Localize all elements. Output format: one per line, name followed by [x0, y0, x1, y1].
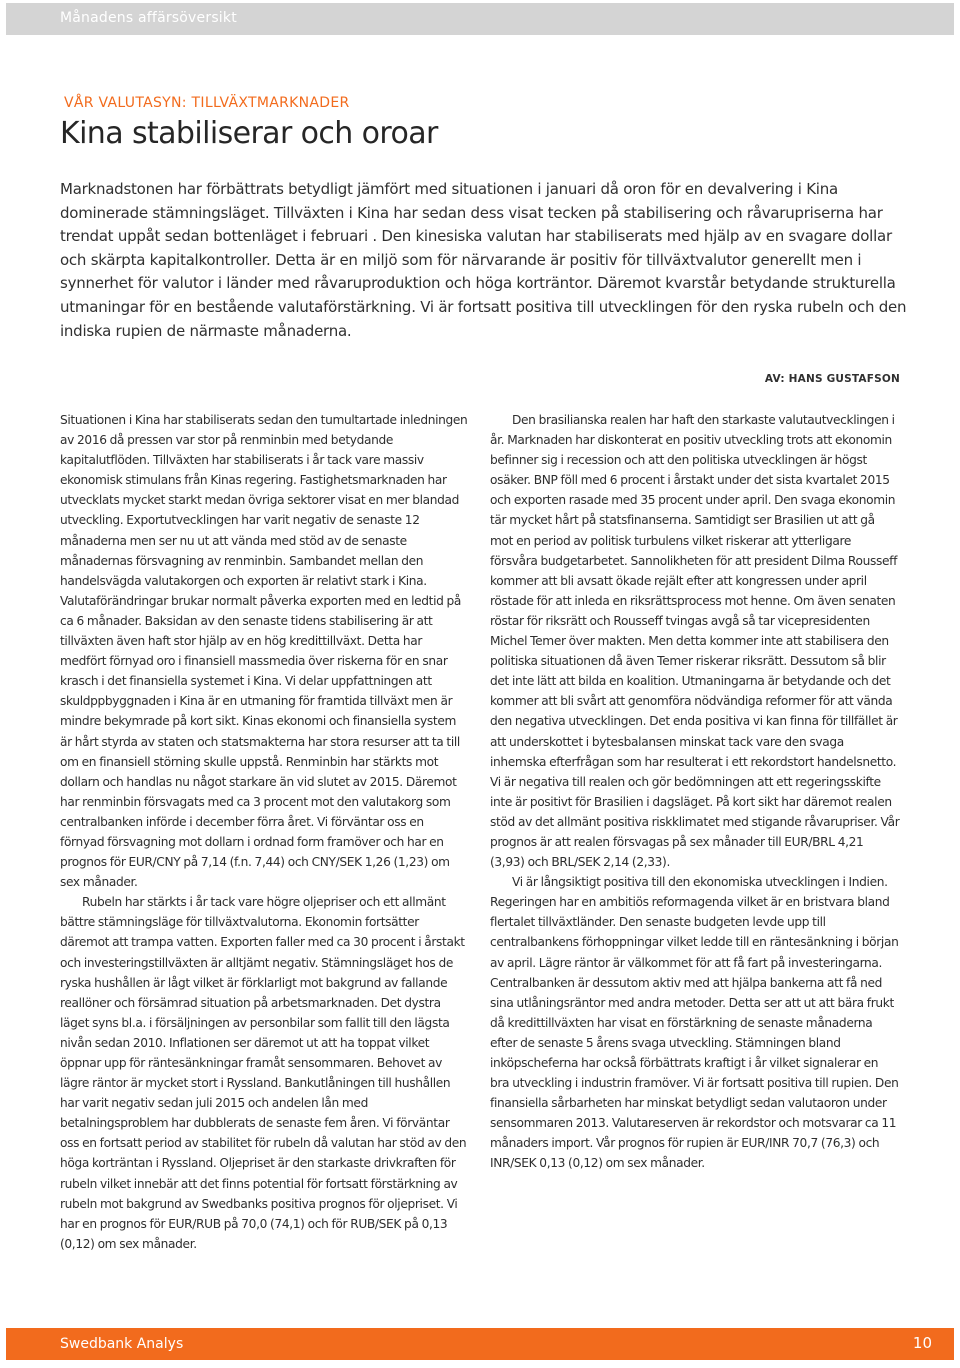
paragraph-india: Vi är långsiktigt positiva till den ekonomiska utvecklingen i Indien. Regeringen har en ambitiös reformagenda vilket är en bristvara bland flertalet tillväxtländer. Den senaste budgeten levde upp till centralbankens förhoppningar vilket ledde till en räntesänkning i början av april. Lägre räntor är välkommet för att få fart på investeringarna. Centralbanken är dessutom aktiv med att hjälpa bankerna att få ned sina utlåningsräntor med andra metoder. Detta ser att ut att bära frukt då kredittillväxten har visat en förstärkning de senaste månaderna efter de senaste 5 årens svaga utveckling. Stämningen bland inköpscheferna har också förbättrats kraftigt i år vilket signalerar en bra utveckling i industrin framöver. Vi är fortsatt positiva till rupien. Den finansiella sårbarheten har minskat betydligt sedan valutaoron under sensommaren 2013. Valutareserven är rekordstor och motsvarar ca 11 månaders import. Vår prognos för rupien är EUR/INR 70,7 (76,3) och INR/SEK 0,13 (0,12) om sex månader. [490, 875, 899, 1171]
article-byline: AV: HANS GUSTAFSON [764, 373, 900, 385]
paragraph-brazil: Den brasilianska realen har haft den starkaste valutautvecklingen i år. Marknaden har diskonterat en positiv utveckling trots att ekonomin befinner sig i recession och att den politiska utvecklingen är högst osäker. BNP föll med 6 procent i årstakt under det sista kvartalet 2015 och exporten rasade med 35 procent under april. Den svaga ekonomin tär mycket hårt på statsfinanserna. Samtidigt ser Brasilien ut att gå mot en period av politisk turbulens vilket riskerar att ytterligare försvåra budgetarbetet. Sannolikheten för att president Dilma Rousseff kommer att bli avsatt ökade rejält efter att kongressen under april röstade för att inleda en riksrättsprocess mot henne. Om även senaten röstar för riksrätt och Rousseff tvingas avgå så tar vicepresidenten Michel Temer över makten. Men detta kommer inte att stabilisera den politiska situationen då även Temer riskerar riksrätt. Dessutom så blir det inte lätt att bilda en koalition. Utmaningarna är betydande och det kommer att bli svårt att genomföra nödvändiga reformer för att vända den negativa utvecklingen. Det enda positiva vi kan finna för tillfället är att underskottet i bytesbalansen minskat tack vare den svaga inhemska efterfrågan som har resulterat i ett rekordstort handelsnetto. Vi är negativa till realen och gör bedömningen att ett regeringsskifte inte är positivt för Brasilien i dagsläget. På kort sikt har däremot realen stöd av det allmänt positiva riskklimatet med stigande råvarupriser. Vår prognos är att realen försvagas på sex månader till EUR/BRL 4,21 (3,93) och BRL/SEK 2,14 (2,33). [490, 413, 900, 870]
left-column [60, 410, 470, 1254]
right-column [490, 410, 900, 1174]
section-title: Månadens affärsöversikt [60, 10, 237, 26]
page-number: 10 [912, 1334, 932, 1352]
article-ingress: Marknadstonen har förbättrats betydligt jämfört med situationen i januari då oron för en devalvering i Kina dominerade stämningsläget. Tillväxten i Kina har sedan dess visat tecken på stabilisering och råvarupriserna har trendat uppåt sedan bottenläget i februari . Den kinesiska valutan har stabiliserats med hjälp av en svagare dollar och skärpta kapitalkontroller. Detta är en miljö som för närvarande är positiv för tillväxtvalutor generellt men i synnerhet för valutor i länder med råvaruproduktion och höga korträntor. Däremot kvarstår betydande strukturella utmaningar för en bestående valutaförstärkning. Vi är fortsatt positiva till utvecklingen för den ryska rubeln och den indiska rupien de närmaste månaderna. [60, 180, 907, 340]
paragraph-china: Situationen i Kina har stabiliserats sedan den tumultartade inledningen av 2016 då pressen var stor på renminbin med betydande kapitalutflöden. Tillväxten har stabiliserats i år tack vare massiv ekonomisk stimulans från Kinas regering. Fastighetsmarknaden har utvecklats mycket starkt medan övriga sektorer visat en mer blandad utveckling. Exportutvecklingen har varit negativ de senaste 12 månaderna men ser nu ut att vända med stöd av de senaste månadernas försvagning av renminbin. Sambandet mellan den handelsvägda valutakorgen och exporten är relativt stark i Kina. Valutaförändringar brukar normalt påverka exporten med en ledtid på ca 6 månader. Baksidan av den senaste tidens stabilisering är att tillväxten även haft stor hjälp av en hög kredittillväxt. Detta har medfört förnyad oro i finansiell massmedia över riskerna för en snar krasch i det finansiella systemet i Kina. Vi delar uppfattningen att skuldppbyggnaden i Kina är en utmaning för framtida tillväxt men är mindre bekymrade på kort sikt. Kinas ekonomi och finansiella system är hårt styrda av staten och statsmakterna har stora resurser att ta till om en finansiell störning skulle uppstå. Renminbin har stärkts mot dollarn och handlas nu något starkare än vid slutet av 2015. Däremot har renminbin försvagats med ca 3 procent mot den valutakorg som centralbanken införde i december förra året. Vi förväntar oss en förnyad försvagning mot dollarn i ordnad form framöver och har en prognos för EUR/CNY på 7,14 (f.n. 7,44) och CNY/SEK 1,26 (1,23) om sex månader. [60, 413, 468, 890]
footer-bar [6, 1328, 954, 1360]
article-title: Kina stabiliserar och oroar [60, 116, 438, 151]
header-bar [6, 3, 954, 35]
footer-brand: Swedbank Analys [60, 1336, 184, 1352]
article-kicker: VÅR VALUTASYN: TILLVÄXTMARKNADER [64, 95, 350, 111]
paragraph-russia: Rubeln har stärkts i år tack vare högre oljepriser och ett allmänt bättre stämningsläge för tillväxtvalutorna. Ekonomin fortsätter däremot att trampa vatten. Exporten faller med ca 30 procent i årstakt och investeringstillväxten är alltjämt negativ. Stämningsläget hos de ryska hushållen är lågt vilket är förklarligt mot bakgrund av fallande reallöner och försämrad situation på arbetsmarknaden. Det dystra läget syns bl.a. i försäljningen av personbilar som fallit till den lägsta nivån sedan 2010. Inflationen ser däremot ut att ha toppat vilket öppnar upp för räntesänkningar framåt sensommaren. Behovet av lägre räntor är mycket stort i Ryssland. Bankutlåningen till hushållen har varit negativ sedan juli 2015 och andelen lån med betalningsproblem har dubblerats de senaste fem åren. Vi förväntar oss en fortsatt period av stabilitet för rubeln då valutan har stöd av den höga korträntan i Ryssland. Oljepriset är den starkaste drivkraften för rubeln vilket innebär att det finns potential för fortsatt förstärkning av rubeln mot bakgrund av Swedbanks positiva prognos för oljepriset. Vi har en prognos för EUR/RUB på 70,0 (74,1) och för RUB/SEK på 0,13 (0,12) om sex månader. [60, 895, 467, 1251]
